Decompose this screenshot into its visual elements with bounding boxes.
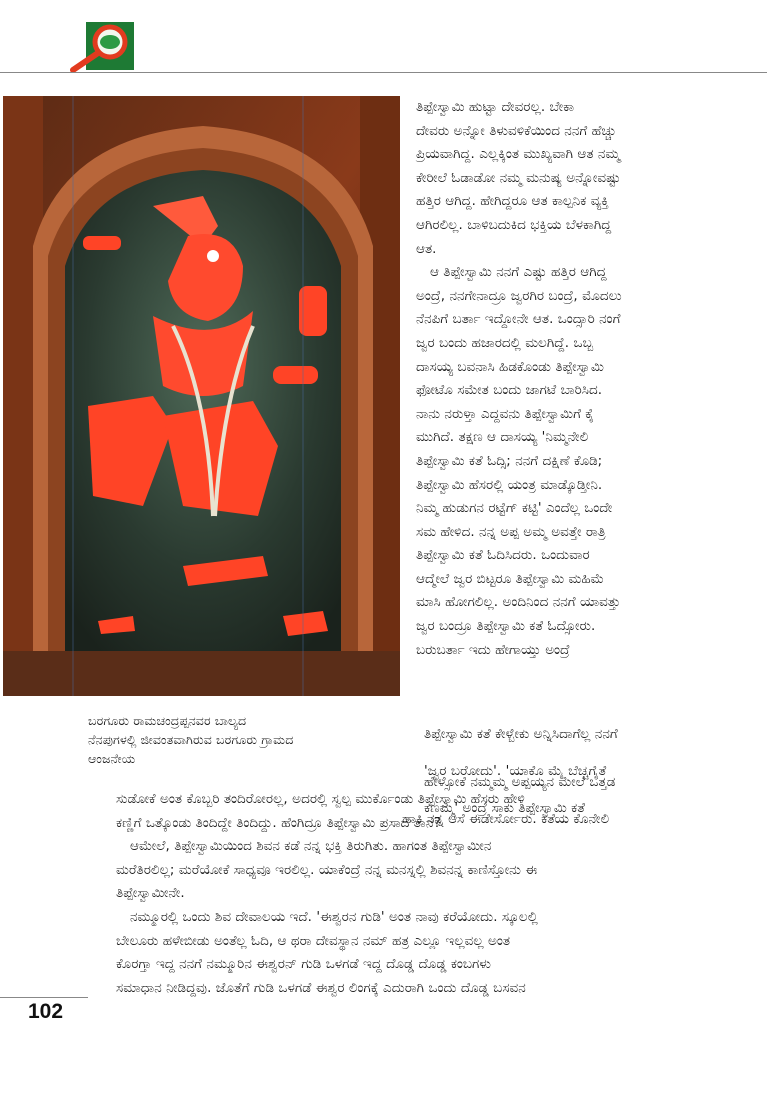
- page-number: 102: [28, 1000, 64, 1023]
- paragraph-line: ಮುಗಿದೆ. ತಕ್ಷಣ ಆ ದಾಸಯ್ಯ 'ನಿಮ್ಮನೇಲಿ: [416, 430, 589, 446]
- paragraph-line: ಕಣಮ್ಮ' ಅಂದ್ರೆ ಸಾಕು ತಿಪ್ಪೇಸ್ವಾಮಿ ಕತೆ: [424, 801, 586, 817]
- paragraph-line: ದೇವರು ಅನ್ನೋ ತಿಳುವಳಿಕೆಯಿಂದ ನನಗೆ ಹೆಚ್ಚು: [416, 123, 617, 139]
- paragraph-line: ಸಮ ಹೇಳಿದ. ನನ್ನ ಅಪ್ಪ ಅಮ್ಮ ಅವತ್ತೇ ರಾತ್ರಿ: [416, 524, 606, 540]
- paragraph-line: ಹಾಕಿ ನನ್ನ ಆಸೆ ಈಡೇರ್ಸೋರು. ಕತೆಯ ಕೊನೇಲಿ: [402, 812, 610, 828]
- paragraph-line: ಮರೆತಿರಲಿಲ್ಲ; ಮರೆಯೋಕೆ ಸಾಧ್ಯವೂ ಇರಲಿಲ್ಲ. ಯಾಕೆಂದ್ರೆ ನನ್ನ ಮನಸ್ನಲ್ಲಿ ಶಿವನನ್ನ ಕಾಣಿಸ್ತೋನು ಈ: [116, 862, 538, 878]
- paragraph-line: ತಿಪ್ಪೇಸ್ವಾಮಿ ಹೆಸರಲ್ಲಿ ಯಂತ್ರ ಮಾಡ್ಕೊಡ್ತೀನಿ.: [416, 477, 603, 493]
- paragraph-line: ಆಮೇಲೆ, ತಿಪ್ಪೇಸ್ವಾಮಿಯಿಂದ ಶಿವನ ಕಡೆ ನನ್ನ ಭಕ್ತಿ ತಿರುಗಿತು. ಹಾಗಂತ ತಿಪ್ಪೇಸ್ವಾಮೀನ: [130, 839, 492, 855]
- paragraph-line: ಮಾಸಿ ಹೋಗಲಿಲ್ಲ. ಅಂದಿನಿಂದ ನನಗೆ ಯಾವತ್ತು: [416, 595, 621, 611]
- hanuman-idol-photo: [3, 96, 400, 696]
- paragraph-line: ನಾನು ನರುಳ್ತಾ ಎದ್ದವನು ತಿಪ್ಪೇಸ್ವಾಮಿಗೆ ಕೈ: [416, 406, 595, 422]
- paragraph-line: ಆಗಿರಲಿಲ್ಲ. ಬಾಳಿಬದುಕಿದ ಭಕ್ತಿಯ ಬೆಳಕಾಗಿದ್ದ: [416, 217, 612, 233]
- paragraph-line: ಸುಡೋಕೆ ಅಂತ ಕೊಬ್ಬರಿ ತಂದಿರೋರಲ್ಲ, ಅದರಲ್ಲಿ ಸ್ವಲ್ಪ ಮುರ್ಕೊಂಡು ತಿಪ್ಪೇಸ್ವಾಮಿ ಹೆಸರು ಹೇಳಿ: [116, 792, 525, 807]
- header-rule: [0, 72, 767, 73]
- paragraph-line: ಫೋಟೊ ಸಮೇತ ಬಂದು ಜಾಗಟೆ ಬಾರಿಸಿದ.: [416, 383, 603, 399]
- paragraph-line: ಪ್ರಿಯವಾಗಿದ್ದ. ಎಲ್ಲಕ್ಕಿಂತ ಮುಖ್ಯವಾಗಿ ಆತ ನಮ್ಮ: [416, 147, 621, 163]
- paragraph-line: ತಿಪ್ಪೇಸ್ವಾಮೀನೇ.: [116, 886, 185, 902]
- paragraph-line: ಹತ್ತಿರ ಆಗಿದ್ದ. ಹೇಗಿದ್ದರೂ ಆತ ಕಾಲ್ಪನಿಕ ವ್ಯಕ್ತಿ: [416, 194, 609, 210]
- paragraph-line: ಕೇರೀಲೆ ಓಡಾಡೋ ನಮ್ಮ ಮನುಷ್ಯ ಅನ್ನೋವಷ್ಟು: [416, 170, 621, 186]
- caption-line: ನೆನಪುಗಳಲ್ಲಿ ಜೀವಂತವಾಗಿರುವ ಬರಗೂರು ಗ್ರಾಮದ: [88, 732, 294, 747]
- paragraph-line: ಕೊರಗ್ತಾ ಇದ್ದ ನನಗೆ ನಮ್ಮೂರಿನ ಈಶ್ವರನ್ ಗುಡಿ ಒಳಗಡೆ ಇದ್ದ ದೊಡ್ಡ ದೊಡ್ಡ ಕಂಬಗಳು: [116, 957, 492, 973]
- right-column-text: [416, 96, 760, 662]
- paragraph-line: ಆದ್ಮೇಲೆ ಜ್ವರ ಬಿಟ್ಟರೂ ತಿಪ್ಪೇಸ್ವಾಮಿ ಮಹಿಮೆ: [416, 571, 604, 587]
- magnifier-logo-icon: [68, 20, 136, 72]
- paragraph-line: ಜ್ವರ ಬಂದು ಹಜಾರದಲ್ಲಿ ಮಲಗಿದ್ದೆ. ಒಬ್ಬ: [416, 335, 594, 351]
- paragraph-line: ಅಂದ್ರೆ, ನನಗೇನಾದ್ರೂ ಜ್ವರಗಿರ ಬಂದ್ರೆ, ಮೊದಲು: [416, 288, 622, 304]
- paragraph-line: ತಿಪ್ಪೇಸ್ವಾಮಿ ಹುಟ್ಟಾ ದೇವರಲ್ಲ. ಬೇಕಾ: [416, 100, 575, 115]
- paragraph-line: ನಿಮ್ಮ ಹುಡುಗನ ರಟ್ಟೆಗ್ ಕಟ್ಟಿ' ಎಂದೆಲ್ಲ ಒಂದೇ: [416, 501, 613, 517]
- paragraph-line: 'ಜ್ವರ ಬರೋದು'. 'ಯಾಕೊ ಮೈ ಬೆಚ್ಚಗೈತೆ: [424, 764, 607, 780]
- paragraph-line: ಆ ತಿಪ್ಪೇಸ್ವಾಮಿ ನನಗೆ ಎಷ್ಟು ಹತ್ತಿರ ಆಗಿದ್ದ: [430, 265, 607, 281]
- paragraph-line: ತಿಪ್ಪೇಸ್ವಾಮಿ ಕತೆ ಕೇಳ್ಬೇಕು ಅನ್ನಿಸಿದಾಗೆಲ್ಲ ನನಗೆ: [424, 727, 618, 743]
- paragraph-line: ಸಮಾಧಾನ ನೀಡಿದ್ದವು. ಜೊತೆಗೆ ಗುಡಿ ಒಳಗಡೆ ಈಶ್ವರ ಲಿಂಗಕ್ಕೆ ಎದುರಾಗಿ ಒಂದು ದೊಡ್ಡ ಬಸವನ: [116, 980, 526, 996]
- paragraph-line: ಹೇಳ್ಸೋಕೆ ನಮ್ಮಮ್ಮ ಅಪ್ಪಯ್ಯನ ಮೇಲೆ ಒತ್ತಡ: [424, 775, 616, 791]
- paragraph-line: ಬರುಬರ್ತಾ ಇದು ಹೇಗಾಯ್ತು ಅಂದ್ರೆ: [416, 642, 570, 658]
- paragraph-line: ಕಣ್ಣಿಗೆ ಒತ್ಕೊಂಡು ತಿಂದಿದ್ದೇ ತಿಂದಿದ್ದು. ಹೆಂಗಿದ್ರೂ ತಿಪ್ಪೇಸ್ವಾಮಿ ಪ್ರಸಾದ ತಾನೆ?: [116, 815, 442, 831]
- footer-rule: [0, 997, 88, 998]
- paragraph-line: ಬೇಲೂರು ಹಳೇಬೀಡು ಅಂತೆಲ್ಲ ಓದಿ, ಆ ಥರಾ ದೇವಸ್ಥಾನ ನಮ್ ಹತ್ರ ಎಲ್ಲೂ ಇಲ್ಲವಲ್ಲ ಅಂತ: [116, 933, 511, 949]
- caption-line: ಬರಗೂರು ರಾಮಚಂದ್ರಪ್ಪನವರ ಬಾಲ್ಯದ: [88, 713, 247, 728]
- caption-line: ಆಂಜನೇಯ: [88, 751, 136, 766]
- paragraph-line: ನಮ್ಮೂರಲ್ಲಿ ಒಂದು ಶಿವ ದೇವಾಲಯ ಇದೆ. 'ಈಶ್ವರನ ಗುಡಿ' ಅಂತ ನಾವು ಕರೆಯೋದು. ಸ್ಕೂಲಲ್ಲಿ: [130, 909, 538, 925]
- full-width-text: [116, 788, 760, 1000]
- paragraph-line: ನೆನಪಿಗೆ ಬರ್ತಾ ಇದ್ದೋನೇ ಆತ. ಒಂದ್ಸಾರಿ ನಂಗೆ: [416, 312, 621, 328]
- paragraph-line: ತಿಪ್ಪೇಸ್ವಾಮಿ ಕತೆ ಓದಿಸಿದರು. ಒಂದುವಾರ: [416, 548, 590, 564]
- paragraph-line: ಆತ.: [416, 241, 437, 257]
- paragraph-line: ದಾಸಯ್ಯ ಬವನಾಸಿ ಹಿಡಕೊಂಡು ತಿಪ್ಪೇಸ್ವಾಮಿ: [416, 359, 604, 375]
- paragraph-line: ತಿಪ್ಪೇಸ್ವಾಮಿ ಕತೆ ಓದ್ಸಿ; ನನಗೆ ದಕ್ಷಿಣೆ ಕೊಡಿ;: [416, 453, 603, 469]
- paragraph-line: ಜ್ವರ ಬಂದ್ರೂ ತಿಪ್ಪೇಸ್ವಾಮಿ ಕತೆ ಓದ್ಸೋರು.: [416, 619, 596, 635]
- photo-caption: [88, 711, 408, 768]
